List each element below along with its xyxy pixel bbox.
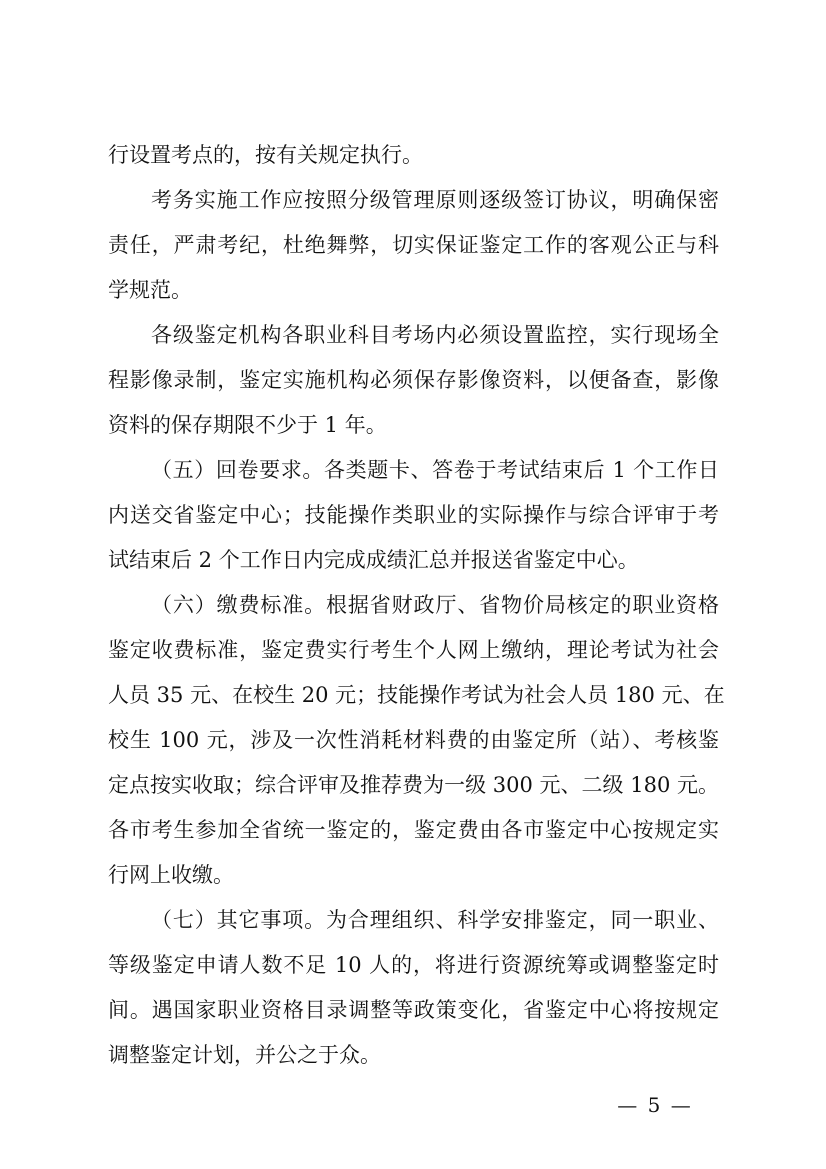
text-line: 程影像录制，鉴定实施机构必须保存影像资料，以便备查，影像 [108,368,719,392]
body-text [108,133,725,1078]
text-line: 调整鉴定计划，并公之于众。 [108,1043,381,1067]
text-line: 行网上收缴。 [108,863,234,887]
text-line: 资料的保存期限不少于 1 年。 [108,413,387,437]
text-line: 校生 100 元，涉及一次性消耗材料费的由鉴定所（站）、考核鉴 [108,728,719,752]
text-line: 人员 35 元、在校生 20 元；技能操作考试为社会人员 180 元、在 [108,683,725,707]
text-line: 试结束后 2 个工作日内完成成绩汇总并报送省鉴定中心。 [108,548,639,572]
text-line: 定点按实收取；综合评审及推荐费为一级 300 元、二级 180 元。 [108,773,719,797]
text-line: 行设置考点的，按有关规定执行。 [108,143,423,167]
text-line: 等级鉴定申请人数不足 10 人的，将进行资源统筹或调整鉴定时 [108,953,719,977]
text-line: （七）其它事项。为合理组织、科学安排鉴定，同一职业、 [151,908,719,932]
text-line: 责任，严肃考纪，杜绝舞弊，切实保证鉴定工作的客观公正与科 [108,233,719,257]
text-line: 内送交省鉴定中心；技能操作类职业的实际操作与综合评审于考 [108,503,719,527]
text-line: 各级鉴定机构各职业科目考场内必须设置监控，实行现场全 [151,323,719,347]
text-line: 各市考生参加全省统一鉴定的，鉴定费由各市鉴定中心按规定实 [108,818,719,842]
text-line: 考务实施工作应按照分级管理原则逐级签订协议，明确保密 [151,188,719,212]
text-line: （六）缴费标准。根据省财政厅、省物价局核定的职业资格 [151,593,719,617]
text-line: （五）回卷要求。各类题卡、答卷于考试结束后 1 个工作日 [151,458,719,482]
text-line: 间。遇国家职业资格目录调整等政策变化，省鉴定中心将按规定 [108,998,719,1022]
text-line: 鉴定收费标准，鉴定费实行考生个人网上缴纳，理论考试为社会 [108,638,719,662]
text-line: 学规范。 [108,278,192,302]
page-number: — 5 — [617,1093,693,1117]
